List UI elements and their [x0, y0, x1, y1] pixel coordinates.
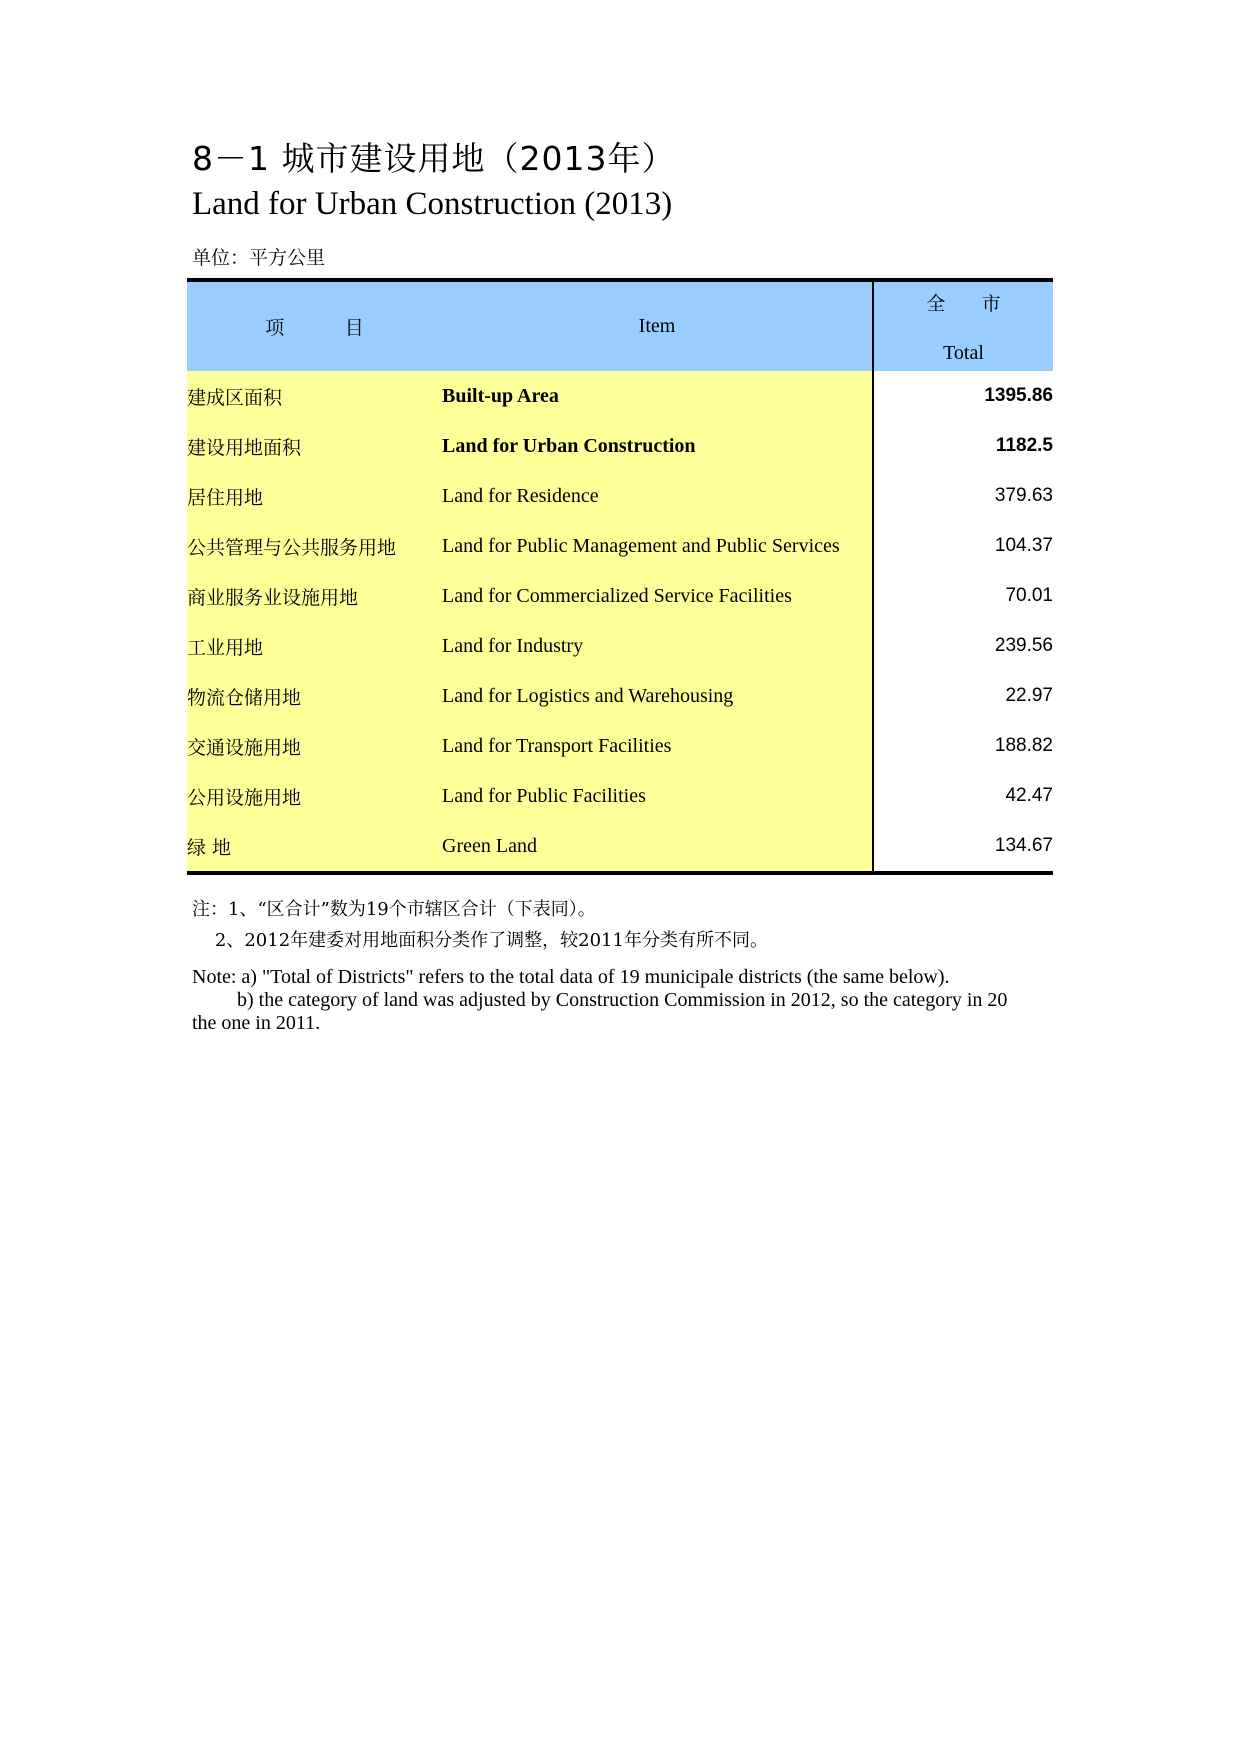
- row-label-en: Land for Transport Facilities: [442, 721, 873, 771]
- table-row: [187, 771, 1053, 821]
- row-value: 22.97: [873, 671, 1053, 721]
- row-label-cn: 公共管理与公共服务用地: [187, 521, 442, 571]
- row-value: 188.82: [873, 721, 1053, 771]
- title-chinese: 8－1 城市建设用地（2013年）: [192, 139, 676, 178]
- row-value: 239.56: [873, 621, 1053, 671]
- row-label-en: Land for Industry: [442, 621, 873, 671]
- table-header-row: [187, 280, 1053, 371]
- row-label-en: Land for Logistics and Warehousing: [442, 671, 873, 721]
- row-label-cn: 公用设施用地: [187, 771, 442, 821]
- header-total-cn-label: 全 市: [926, 292, 1001, 315]
- row-label-cn: 工业用地: [187, 621, 442, 671]
- table-row: [187, 521, 1053, 571]
- row-value: 104.37: [873, 521, 1053, 571]
- header-item-cn-label: 项 目: [265, 317, 364, 339]
- row-label-cn: 建成区面积: [187, 371, 442, 421]
- row-label-en: Land for Public Management and Public Services: [442, 521, 873, 571]
- row-value: 134.67: [873, 821, 1053, 873]
- table-row: [187, 421, 1053, 471]
- row-label-cn: 商业服务业设施用地: [187, 571, 442, 621]
- table-row: [187, 721, 1053, 771]
- header-item-en-label: Item: [638, 315, 676, 337]
- note-cn-1: 注：1、“区合计”数为19个市辖区合计（下表同）。: [192, 899, 596, 920]
- row-value: 1395.86: [873, 371, 1053, 421]
- row-label-en: Land for Commercialized Service Facilities: [442, 571, 873, 621]
- row-value: 42.47: [873, 771, 1053, 821]
- table-row: [187, 371, 1053, 421]
- header-item-cn: [187, 280, 442, 371]
- row-label-en: Land for Public Facilities: [442, 771, 873, 821]
- unit-label: 单位：平方公里: [192, 247, 326, 269]
- table-row: [187, 821, 1053, 873]
- land-table: [187, 278, 1053, 875]
- header-item-en: [442, 280, 873, 371]
- row-value: 70.01: [873, 571, 1053, 621]
- table-row: [187, 571, 1053, 621]
- row-label-cn: 居住用地: [187, 471, 442, 521]
- row-value: 1182.5: [873, 421, 1053, 471]
- row-label-en: Land for Urban Construction: [442, 421, 873, 471]
- row-label-cn: 交通设施用地: [187, 721, 442, 771]
- note-en-1: Note: a) "Total of Districts" refers to the total data of 19 municipale districts (the same below).: [192, 966, 950, 988]
- row-label-en: Land for Residence: [442, 471, 873, 521]
- table-row: [187, 621, 1053, 671]
- note-en-3: the one in 2011.: [192, 1012, 321, 1034]
- header-total-en-label: Total: [943, 341, 984, 364]
- row-label-cn: 绿 地: [187, 821, 442, 873]
- note-en-2: b) the category of land was adjusted by Construction Commission in 2012, so the category in 20: [192, 989, 1008, 1011]
- row-label-en: Green Land: [442, 821, 873, 873]
- table-body: [187, 371, 1053, 873]
- title-english: Land for Urban Construction (2013): [192, 186, 673, 222]
- row-value: 379.63: [873, 471, 1053, 521]
- note-cn-2: 2、2012年建委对用地面积分类作了调整，较2011年分类有所不同。: [192, 930, 768, 951]
- table-row: [187, 671, 1053, 721]
- header-total: [873, 280, 1053, 371]
- row-label-cn: 建设用地面积: [187, 421, 442, 471]
- row-label-en: Built-up Area: [442, 371, 873, 421]
- table-row: [187, 471, 1053, 521]
- row-label-cn: 物流仓储用地: [187, 671, 442, 721]
